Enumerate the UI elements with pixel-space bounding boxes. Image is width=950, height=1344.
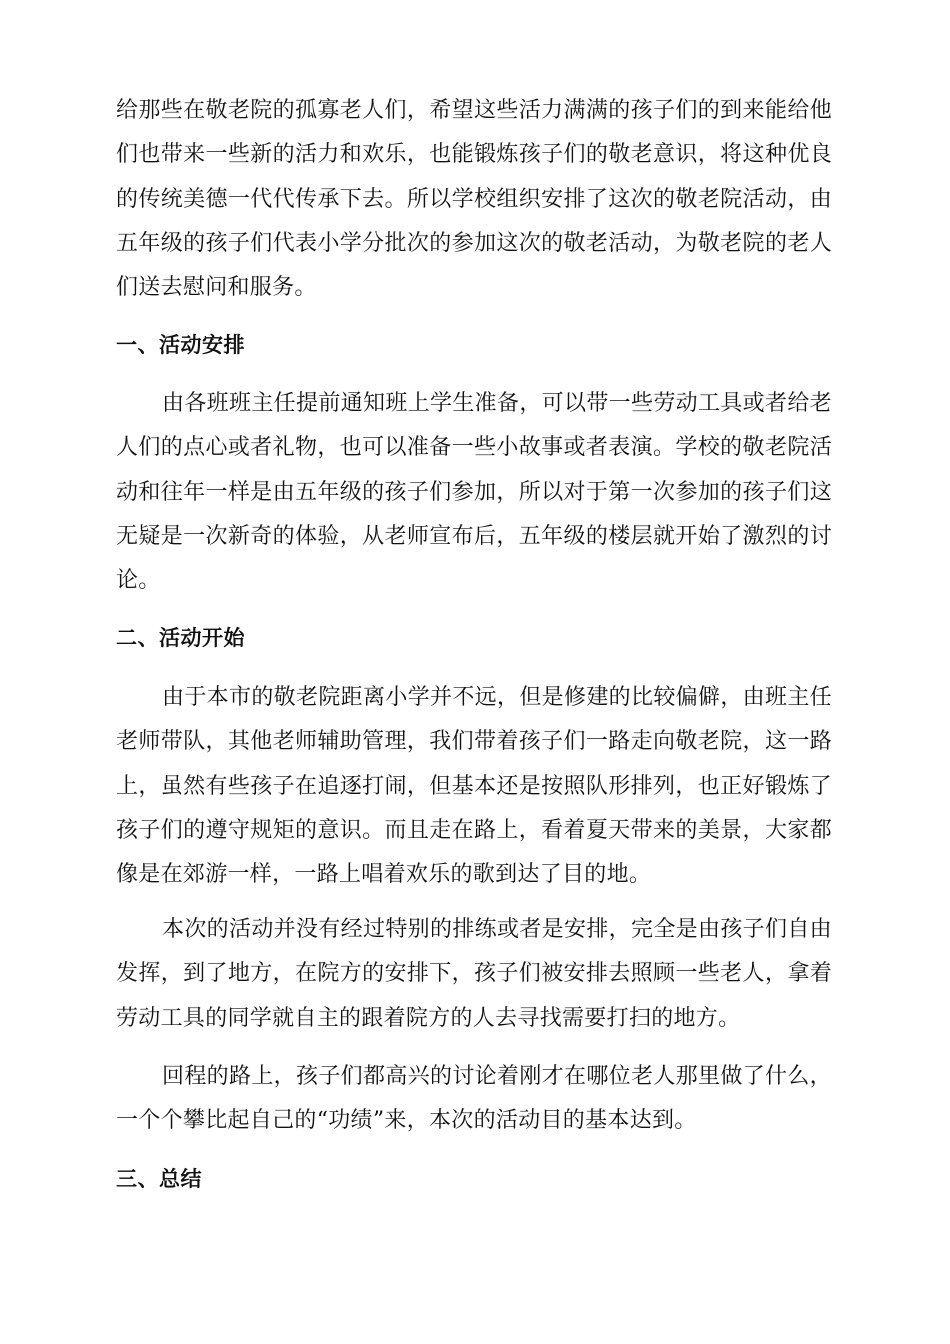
section-start-paragraph-1: 由于本市的敬老院距离小学并不远，但是修建的比较偏僻，由班主任老师带队，其他老师辅助管理，我们带着孩子们一路走向敬老院，这一路上，虽然有些孩子在追逐打闹，但基本还是按照队形排列，也正好锻炼了孩子们的遵守规矩的意识。而且走在路上，看着夏天带来的美景，大家都像是在郊游一样，一路上唱着欢乐的歌到达了目的地。 [116,685,832,888]
section-heading-summary: 三、总结 [116,1166,202,1191]
section-heading-start: 二、活动开始 [116,625,245,650]
section-heading-arrangement: 一、活动安排 [116,332,245,357]
section-arrangement-paragraph: 由各班班主任提前通知班上学生准备，可以带一些劳动工具或者给老人们的点心或者礼物，也可以准备一些小故事或者表演。学校的敬老院活动和往年一样是由五年级的孩子们参加，所以对于第一次参加的孩子们这无疑是一次新奇的体验，从老师宣布后，五年级的楼层就开始了激烈的讨论。 [116,391,832,594]
section-start-paragraph-2: 本次的活动并没有经过特别的排练或者是安排，完全是由孩子们自由发挥，到了地方，在院方的安排下，孩子们被安排去照顾一些老人，拿着劳动工具的同学就自主的跟着院方的人去寻找需要打扫的地方。 [116,917,832,1031]
intro-paragraph: 给那些在敬老院的孤寡老人们，希望这些活力满满的孩子们的到来能给他们也带来一些新的活力和欢乐，也能锻炼孩子们的敬老意识，将这种优良的传统美德一代代传承下去。所以学校组织安排了这次的敬老院活动，由五年级的孩子们代表小学分批次的参加这次的敬老活动，为敬老院的老人们送去慰问和服务。 [116,98,832,301]
section-start-paragraph-3: 回程的路上，孩子们都高兴的讨论着刚才在哪位老人那里做了什么，一个个攀比起自己的“功绩”来，本次的活动目的基本达到。 [116,1064,832,1134]
